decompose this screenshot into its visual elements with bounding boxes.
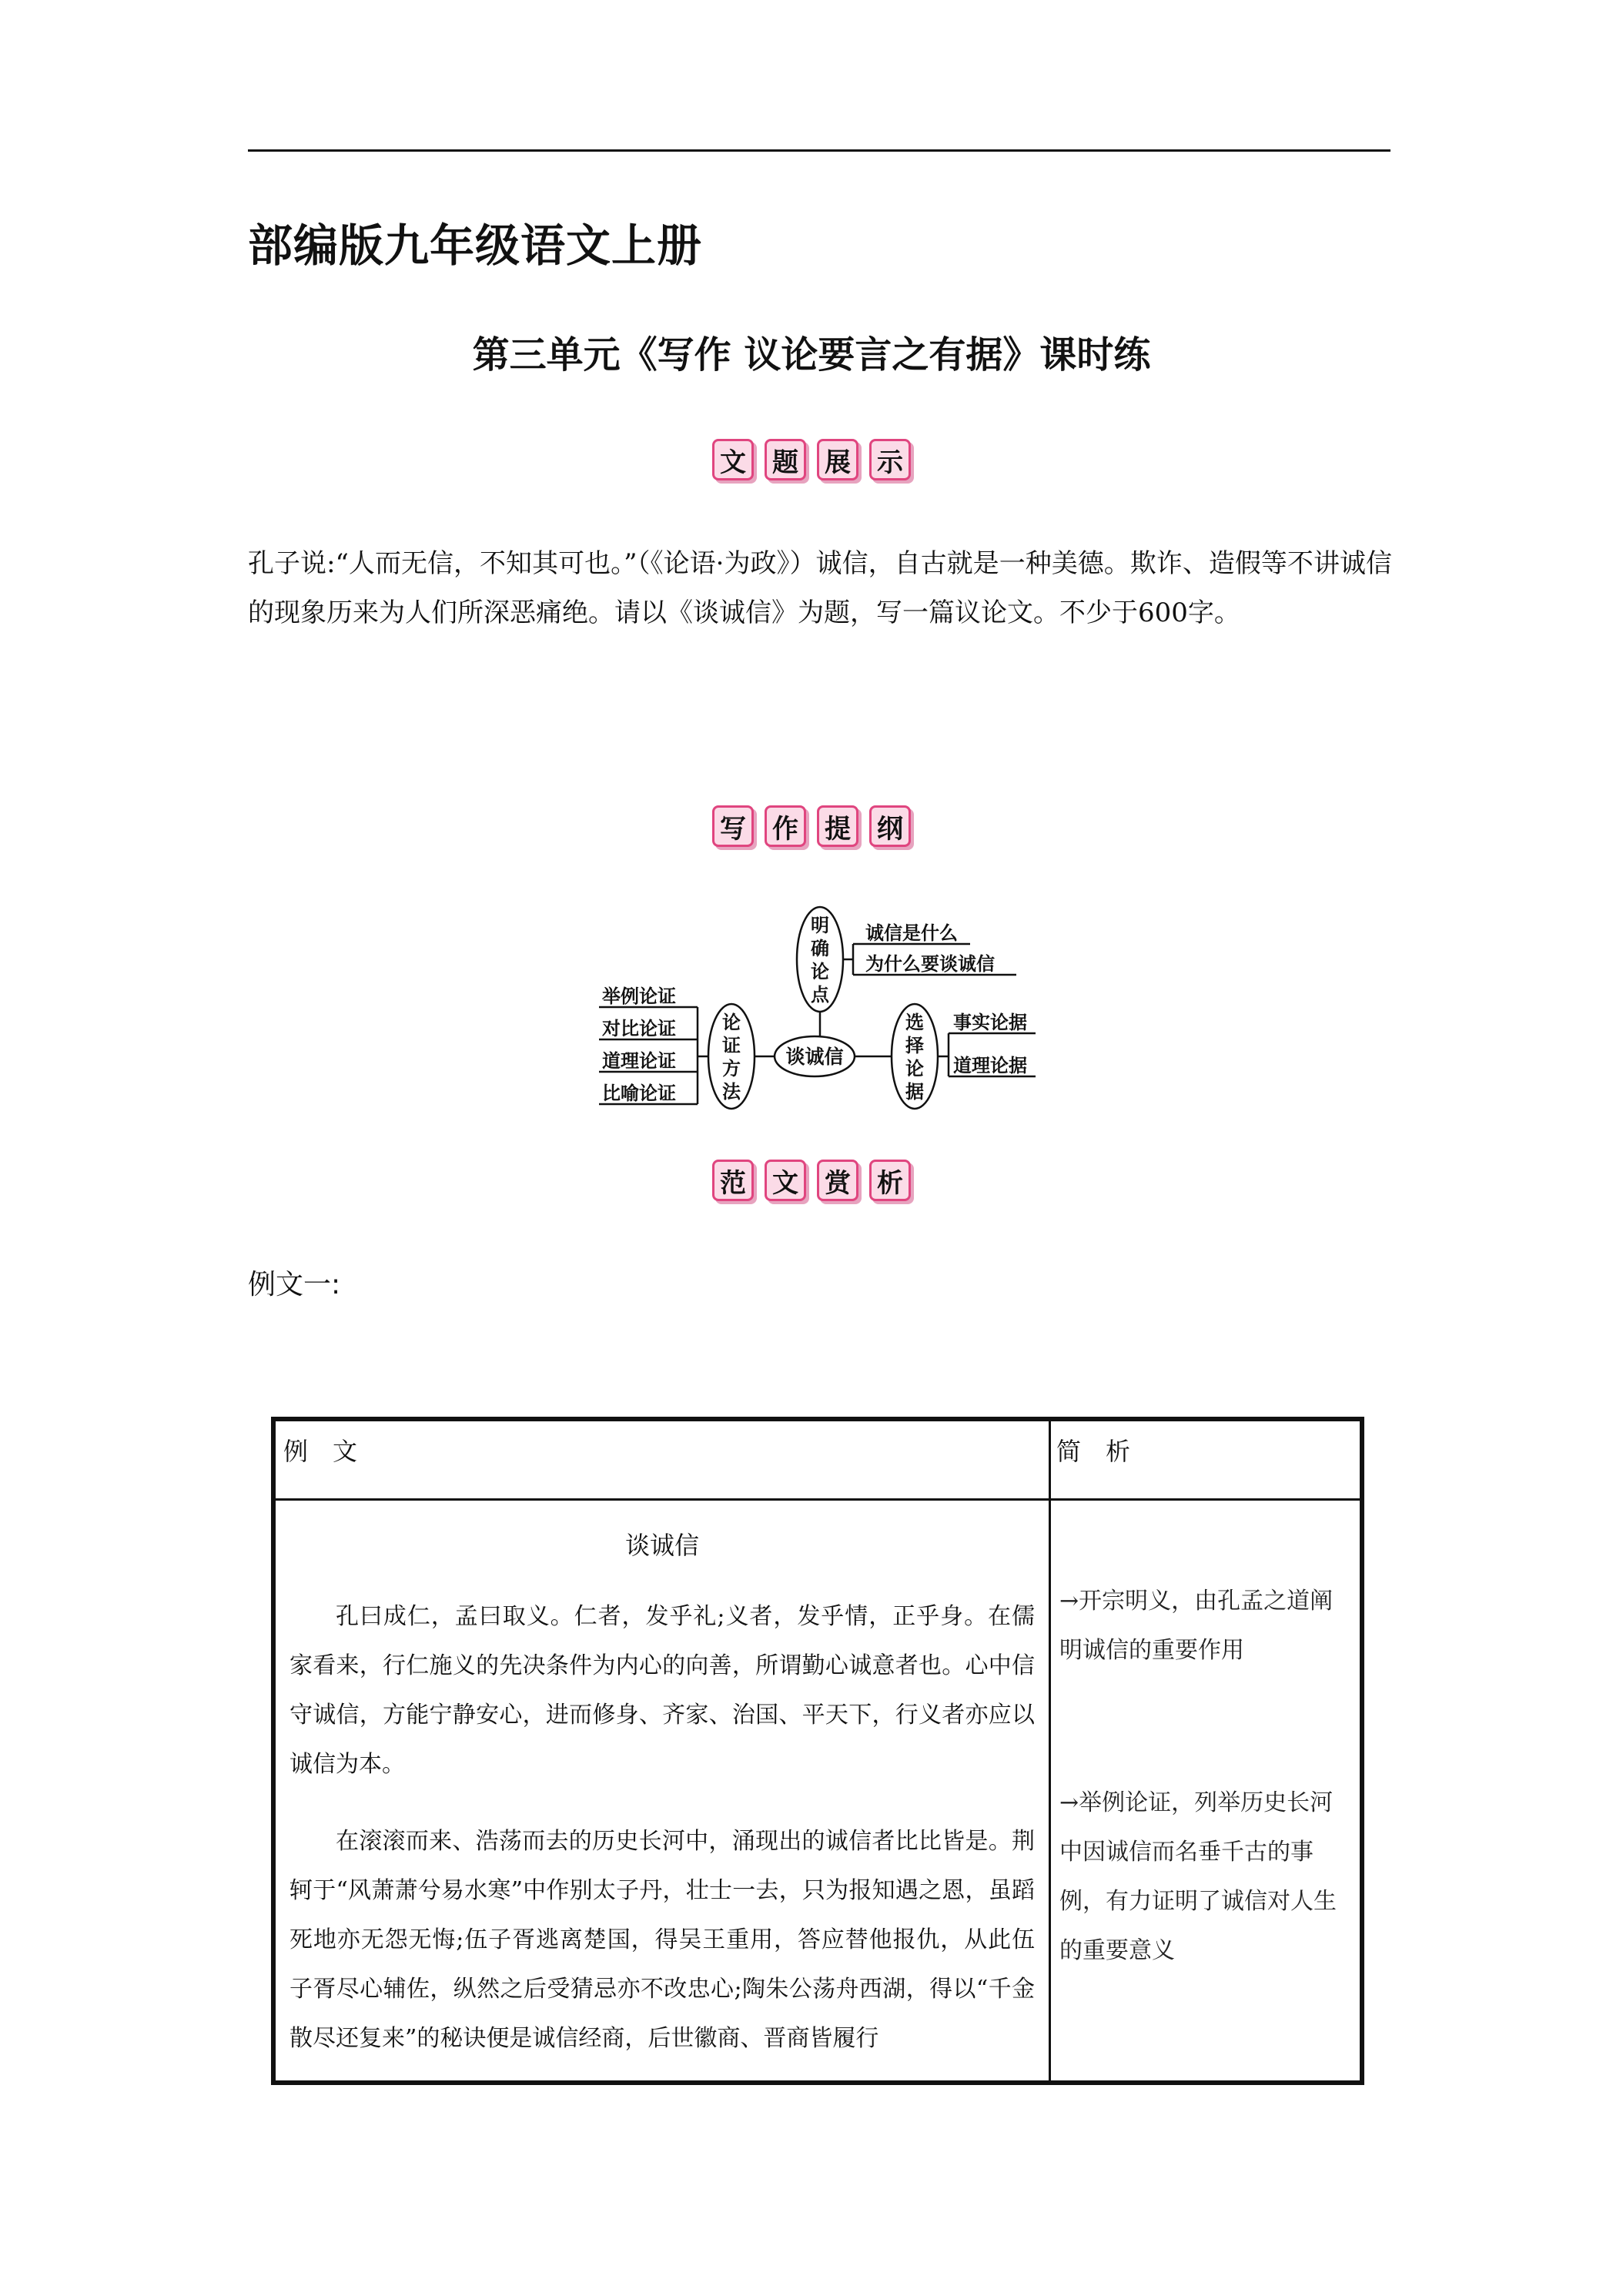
writing-outline-mindmap [585, 893, 1047, 1124]
badge-char: 赏 [817, 1160, 858, 1201]
badge-char: 示 [869, 439, 911, 480]
center-node-label: 谈诚信 [785, 1046, 844, 1068]
essay-title: 谈诚信 [624, 1531, 699, 1560]
badge-char: 析 [869, 1160, 911, 1201]
essay-paragraph: 孔曰成仁，孟曰取义。仁者，发乎礼;义者，发乎情，正乎身。在儒家看来，行仁施义的先决条件为内心的向善，所谓勤心诚意者也。心中信守诚信，方能宁静安心，进而修身、齐家、治国、平天下，行义者亦应以诚信为本。 [289, 1603, 1035, 1778]
right-item: 事实论据 [953, 1011, 1027, 1033]
left-item: 道理论证 [602, 1049, 676, 1072]
badge-char: 文 [712, 439, 754, 480]
lesson-title: 第三单元《写作 议论要言之有据》课时练 [472, 333, 1151, 377]
top-node-char: 明 [811, 914, 829, 936]
badge-char: 提 [817, 805, 858, 847]
left-node-char: 证 [722, 1034, 741, 1056]
analysis-note: →开宗明义，由孔孟之道阐明诚信的重要作用 [1059, 1588, 1334, 1664]
badge-char: 范 [712, 1160, 754, 1201]
right-node-char: 据 [905, 1080, 924, 1103]
top-item: 诚信是什么 [865, 922, 958, 944]
column-header-analysis: 简 析 [1056, 1437, 1131, 1466]
right-item: 道理论据 [953, 1054, 1027, 1076]
badge-char: 展 [817, 439, 858, 480]
left-item: 比喻论证 [602, 1082, 676, 1104]
section-badge-prompt [0, 439, 1623, 480]
badge-char: 作 [765, 805, 806, 847]
top-rule [248, 149, 1390, 152]
badge-char: 题 [765, 439, 806, 480]
left-item: 对比论证 [602, 1017, 676, 1039]
badge-char: 写 [712, 805, 754, 847]
section-badge-appreciation [0, 1160, 1623, 1201]
table-header-divider [276, 1498, 1360, 1501]
document-title: 部编版九年级语文上册 [248, 219, 703, 272]
analysis-note: →举例论证，列举历史长河中因诚信而名垂千古的事例，有力证明了诚信对人生的重要意义 [1059, 1789, 1337, 1964]
essay-analysis-table [271, 1417, 1364, 2085]
left-node-char: 论 [722, 1011, 741, 1033]
right-node-char: 论 [905, 1057, 924, 1079]
left-node-char: 法 [722, 1080, 741, 1103]
example-label: 例文一: [248, 1269, 341, 1300]
top-node-char: 点 [811, 983, 829, 1006]
table-column-divider [1049, 1421, 1051, 2080]
left-item: 举例论证 [602, 985, 676, 1007]
essay-paragraph: 在滚滚而来、浩荡而去的历史长河中，涌现出的诚信者比比皆是。荆轲于“风萧萧兮易水寒”中作别太子丹，壮士一去，只为报知遇之恩，虽蹈死地亦无怨无悔;伍子胥逃离楚国，得吴王重用，答应替他报仇，从此伍子胥尽心辅佐，纵然之后受猜忌亦不改忠心;陶朱公荡舟西湖，得以“千金散尽还复来”的秘诀便是诚信经商，后世徽商、晋商皆履行 [289, 1828, 1035, 2052]
column-header-essay: 例 文 [283, 1437, 358, 1466]
top-item: 为什么要谈诚信 [865, 952, 995, 975]
left-node-char: 方 [722, 1057, 741, 1079]
badge-char: 文 [765, 1160, 806, 1201]
badge-char: 纲 [869, 805, 911, 847]
top-node-char: 论 [811, 960, 829, 982]
right-node-char: 选 [905, 1011, 924, 1033]
top-node-char: 确 [811, 937, 829, 959]
prompt-paragraph: 孔子说:“人而无信，不知其可也。”（《论语·为政》）诚信，自古就是一种美德。欺诈、造假等不讲诚信的现象历来为人们所深恶痛绝。请以《谈诚信》为题，写一篇议论文。不少于600字。 [248, 548, 1392, 628]
section-badge-outline [0, 805, 1623, 847]
right-node-char: 择 [905, 1034, 924, 1056]
